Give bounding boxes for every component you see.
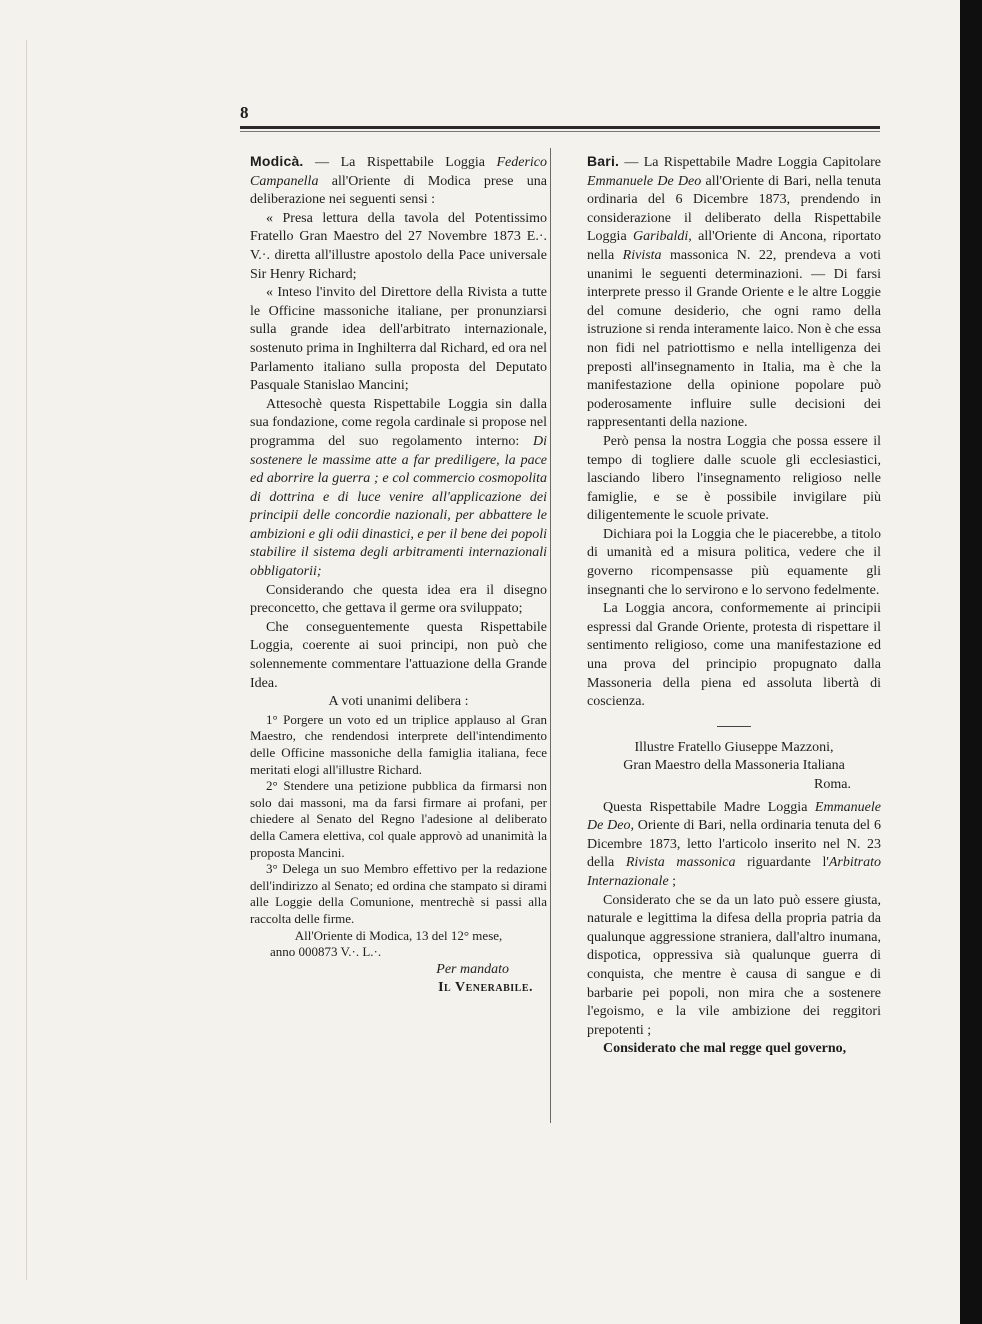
para-questa-rivista: Rivista massonica — [625, 855, 736, 871]
para-questa-loggia: Emmanuele De Deo, — [587, 799, 881, 834]
header-rule-thin — [240, 131, 880, 132]
para-questa-text-2: Oriente di Bari, nella ordinaria tenuta del 6 Dicembre 1873, letto l'articolo inserito nel N. 23 della — [587, 818, 881, 871]
para-questa — [587, 799, 881, 892]
date-line-1: All'Oriente di Modica, 13 del 12° mese, — [294, 927, 503, 943]
para-questa-arbitrato: Arbitrato Internazionale — [587, 855, 881, 889]
para-presa: « Presa lettura della tavola del Potentissimo Fratello Gran Maestro del 27 Novembre 1873 E.·. V.·. diretta all'illustre apostolo della Pace universale Sir Henry Richard; — [250, 210, 547, 282]
bari-text-4: massonica N. 22, prendeva a voti unanimi le seguenti determinazioni. — Di farsi interprete presso il Grande Oriente e le altre Loggie del comune desiderio, che ogni ramo della istruzione si renda interamente laico. Non è che essa non fidi nel patriottismo e nella intelligenza dei preposti all'insegnamento in Italia, ma è che la manifestazione della opinione popolare può poderosamente influire sulle decisioni dei rappresentanti della nazione. — [587, 247, 881, 431]
modica-intro — [250, 152, 547, 210]
para-dichiara: Dichiara poi la Loggia che le piacerebbe, a titolo di umanità ed a misura politica, vedere che il governo ricompensasse più equamente gli insegnanti che lo servirono e lo servono fedelmente. — [587, 526, 881, 598]
address-line-3: Roma. — [814, 777, 851, 792]
para-pero: Però pensa la nostra Loggia che possa essere il tempo di togliere dalle scuole gli ecclesiastici, lasciando libero l'insegnamento religioso nelle famiglie, e se è possibile invigilare più diligentemente le scuole private. — [587, 433, 881, 524]
page-number: 8 — [240, 103, 249, 122]
loggia-name: Federico Campanella — [250, 155, 547, 189]
address-line-2: Gran Maestro della Massoneria Italiana — [623, 758, 845, 774]
signature-venerabile: Il Venerabile. — [438, 980, 533, 996]
header-rule — [240, 126, 880, 129]
para-considerando: Considerando che questa idea era il disegno preconcetto, che gettava il germe ora sviluppato; — [250, 582, 547, 617]
para-attesoche-text: Attesochè questa Rispettabile Loggia sin dalla sua fondazione, come regola cardinale si propose nel programma del suo regolamento interno: — [250, 396, 547, 449]
date-line-2: anno 000873 V.·. L.·. — [270, 944, 382, 960]
left-column — [250, 152, 547, 998]
bari-text-3: all'Oriente di Ancona, riportato nella — [587, 229, 882, 263]
para-questa-text-4: ; — [668, 873, 677, 889]
a-voti-heading: A voti unanimi delibera : — [328, 694, 469, 710]
column-divider — [550, 148, 551, 1123]
bari-heading: Bari. — [587, 153, 620, 169]
para-inteso: « Inteso l'invito del Direttore della Rivista a tutte le Officine massoniche italiane, per pronunziarsi sulla grande idea dell'arbitrato internazionale, sostenuto prima in Inghilterra dal Richard, ed ora nel Parlamento italiano sulla proposta del Deputato Pasquale Stanislao Mancini; — [250, 285, 547, 394]
para-considerato-2: Considerato che mal regge quel governo, — [603, 1041, 847, 1057]
garibaldi-name: Garibaldi, — [633, 229, 692, 245]
modica-intro-text: — La Rispettabile Loggia — [303, 155, 497, 170]
item-2: 2° Stendere una petizione pubblica da firmarsi non solo dai massoni, ma da farsi firmare ai profani, per chiedere al Senato del Regno l'adesione al deliberato della Camera elettiva, col quale approvò ad unanimità la proposta Mancini. — [250, 778, 547, 860]
item-1: 1° Porgere un voto ed un triplice applauso al Gran Maestro, che rendendosi interprete dell'intendimento delle Officine massoniche della famiglia italiana, fece meritati elogi all'illustre Richard. — [250, 711, 547, 777]
bari-intro — [587, 152, 881, 433]
para-questa-text-1: Questa Rispettabile Madre Loggia — [603, 799, 815, 815]
para-attesoche-quote: Di sostenere le massime atte a far prediligere, la pace ed aborrire la guerra ; e col commercio cosmopolita di dottrina e di luce venire all'applicazione dei principii delle concordie nazionali, per abbattere le ambizioni e gli odii dinastici, e per il bene dei popoli stabilire il sistema degli arbitramenti internazionali obbligatorii; — [250, 433, 547, 580]
per-mandato: Per mandato — [436, 961, 509, 977]
para-considerato: Considerato che se da un lato può essere giusta, naturale e legittima la difesa della propria patria da qualunque aggressione straniera, dall'altro inumana, dispotica, oppressiva sià qualunque guerra di conquista, che mentre è causa di sangue e di barbarie pei popoli, non mira che a sostenere l'egoismo, e la vile ambizione dei reggitori prepotenti ; — [587, 892, 881, 1038]
para-questa-text-3: riguardante l' — [735, 855, 829, 871]
para-che: Che conseguentemente questa Rispettabile Loggia, coerente ai suoi principi, non può che solennemente commentare l'attuazione della Grande Idea. — [250, 619, 547, 691]
page-fold-line — [26, 40, 27, 1280]
bari-text-1: — La Rispettabile Madre Loggia Capitolare — [619, 155, 881, 170]
rivista-name: Rivista — [622, 247, 662, 263]
section-separator — [717, 726, 751, 727]
address-line-1: Illustre Fratello Giuseppe Mazzoni, — [634, 739, 834, 755]
item-3: 3° Delega un suo Membro effettivo per la redazione dell'indirizzo al Senato; ed ordina che stampato si dirami alle Loggie della Comunione, mentrechè si passi alla raccolta delle firme. — [250, 861, 547, 926]
modica-heading: Modicà. — [250, 153, 304, 169]
para-attesoche — [250, 396, 547, 582]
para-ancora: La Loggia ancora, conformemente ai principii espressi dal Grande Oriente, protesta di rispettare il sentimento religioso, come una manifestazione ed una prova del principio propugnato dalla Massoneria della piena ed assoluta libertà di coscienza. — [587, 601, 881, 710]
page-edge-shadow — [960, 0, 982, 1324]
bari-text-2: all'Oriente di Bari, nella tenuta ordinaria del 6 Dicembre 1873, prendendo in considerazione il deliberato della Rispettabile Loggia — [587, 173, 881, 245]
bari-loggia-name: Emmanuele De Deo — [587, 173, 702, 189]
right-column — [587, 152, 881, 1059]
modica-intro-text-2: all'Oriente di Modica prese una deliberazione nei seguenti sensi : — [250, 173, 547, 208]
